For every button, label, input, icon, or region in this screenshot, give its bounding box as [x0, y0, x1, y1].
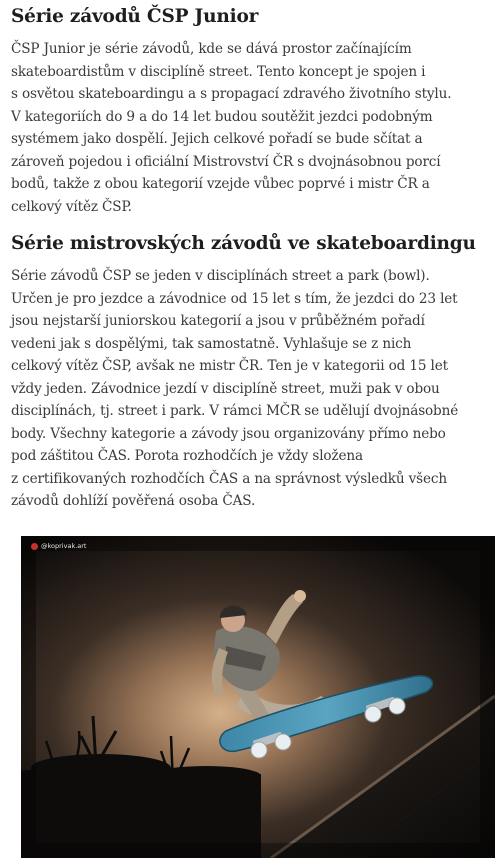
section-paragraph-csp-junior	[11, 38, 495, 218]
text-line: vedeni jak s dospělými, tak samostatně. Vyhlašuje se z nich	[11, 335, 412, 352]
section-paragraph-championship-series	[11, 265, 495, 513]
text-line: závodů dohlíží pověřená osoba ČAS.	[11, 493, 256, 509]
camera-watermark-icon	[31, 543, 38, 550]
text-line: ČSP Junior je série závodů, kde se dává prostor začínajícím	[11, 41, 412, 57]
text-line: s osvětou skateboardingu a s propagací zdravého životního stylu.	[11, 86, 452, 102]
text-line: Série závodů ČSP se jeden v disciplínách street a park (bowl).	[11, 268, 430, 284]
text-line: bodů, takže z obou kategorií vzejde vůbec poprvé i mistr ČR a	[11, 176, 430, 192]
text-line: skateboardistům v disciplíně street. Tento koncept je spojen i	[11, 63, 426, 80]
text-line: Určen je pro jezdce a závodnice od 15 let s tím, že jezdci do 23 let	[11, 290, 458, 307]
text-line: pod záštitou ČAS. Porota rozhodčích je vždy složena	[11, 448, 363, 464]
text-line: jsou nejstarší juniorskou kategorií a jsou v průběžném pořadí	[11, 313, 425, 329]
watermark-text: @koprivak.art	[41, 542, 87, 550]
skateboarder-photo	[21, 536, 495, 858]
text-line: systémem jako dospělí. Jejich celkové pořadí se bude sčítat a	[11, 131, 423, 147]
text-line: body. Všechny kategorie a závody jsou organizovány přímo nebo	[11, 425, 446, 442]
text-line: V kategoriích do 9 a do 14 let budou soutěžit jezdci podobným	[11, 108, 433, 125]
text-line: z certifikovaných rozhodčích ČAS a na správnost výsledků všech	[11, 470, 447, 487]
text-line: disciplínách, tj. street i park. V rámci MČR se udělují dvojnásobné	[11, 403, 459, 419]
text-line: celkový vítěz ČSP, avšak ne mistr ČR. Ten je v kategorii od 15 let	[11, 358, 448, 374]
photo-watermark	[31, 542, 86, 550]
text-line: zároveň pojedou i oficiální Mistrovství ČR s dvojnásobnou porcí	[11, 153, 441, 170]
text-line: celkový vítěz ČSP.	[11, 198, 132, 215]
section-heading-csp-junior: Série závodů ČSP Junior	[11, 6, 259, 27]
section-heading-championship-series: Série mistrovských závodů ve skateboardingu	[11, 233, 476, 254]
photo-illustration	[21, 536, 495, 858]
text-line: vždy jeden. Závodnice jezdí v disciplíně street, muži pak v obou	[11, 380, 440, 397]
